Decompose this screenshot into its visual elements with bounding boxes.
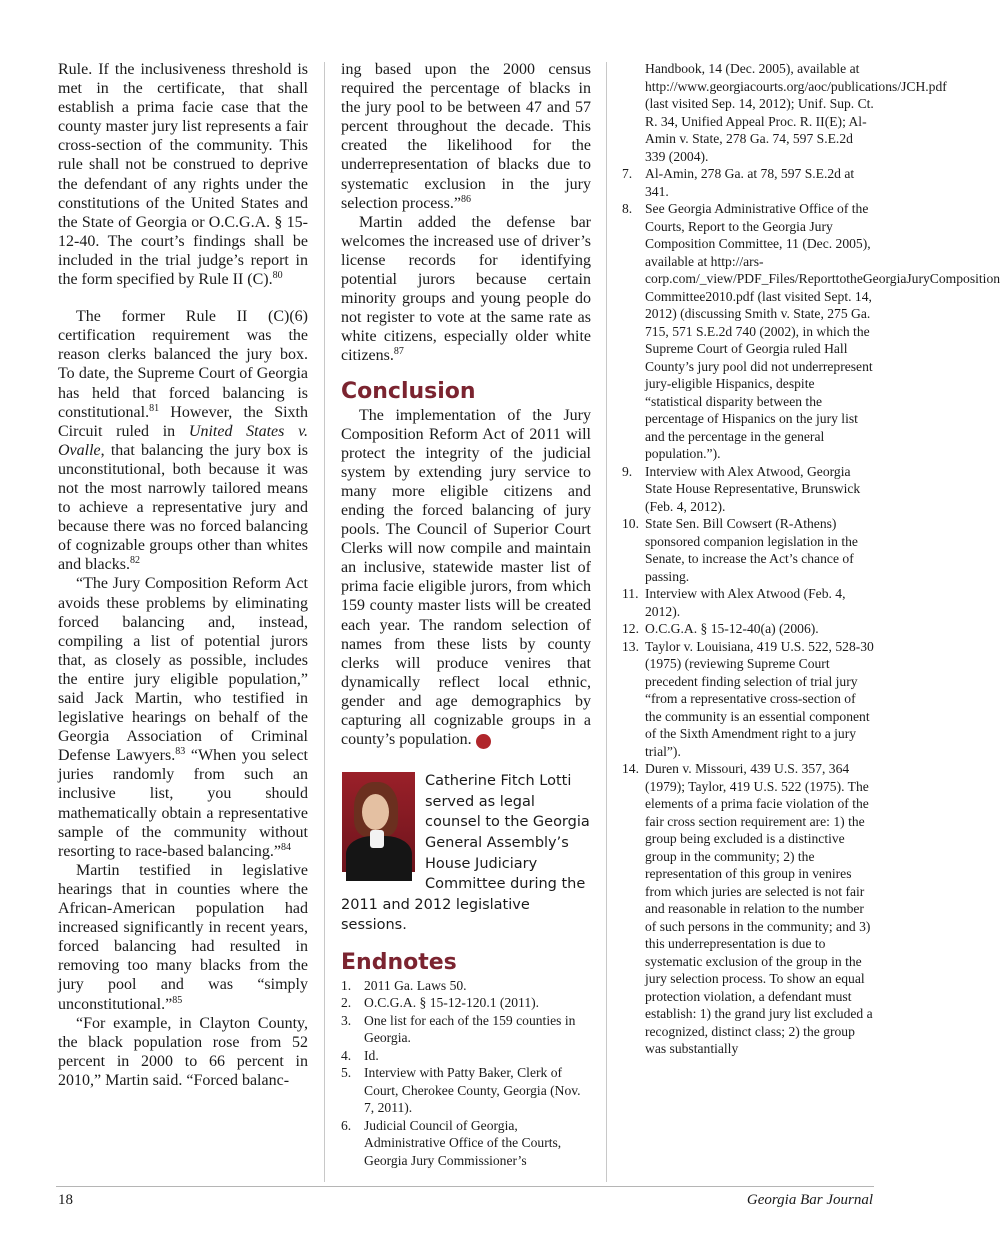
endnote-number: 6. bbox=[341, 1117, 352, 1133]
endnote-text: Interview with Alex Atwood (Feb. 4, 2012). bbox=[645, 586, 846, 619]
endnote-item bbox=[622, 60, 947, 165]
column-divider bbox=[606, 62, 607, 1182]
endnote-number: 13. bbox=[622, 638, 639, 654]
endnote-number: 14. bbox=[622, 761, 639, 776]
paragraph: “For example, in Clayton County, the black population rose from 52 percent in 2000 to 66 percent in 2010,” Martin said. “Forced balanc- bbox=[58, 1014, 308, 1089]
endnote-number: 7. bbox=[622, 166, 633, 181]
footnote-ref[interactable]: 83 bbox=[175, 746, 186, 758]
endnote-text: Al-Amin, 278 Ga. at 78, 597 S.E.2d at 341. bbox=[645, 166, 855, 199]
paragraph: Martin testified in legislative hearings that in counties where the African-American population had increased significantly in recent years, forced balancing had resulted in removing too many blacks from the jury pool and was “simply unconstitutional.”$^{85}$ bbox=[58, 861, 308, 1013]
endnote-text: O.C.G.A. § 15-12-40(a) (2006). bbox=[645, 621, 819, 636]
footnote-ref[interactable]: 87 bbox=[393, 346, 404, 358]
conclusion-heading: Conclusion bbox=[341, 378, 476, 404]
endnote-item bbox=[341, 1047, 591, 1065]
endnote-number: 11. bbox=[622, 586, 639, 601]
endnote-number: 3. bbox=[341, 1012, 352, 1028]
paragraph: The implementation of the Jury Composition Reform Act of 2011 will protect the integrity of the judicial system by extending jury service to many more eligible citizens and ending the forced balancing of jury pools. The Council of Superior Court Clerks will now compile and maintain an inclusive, statewide master list of prima facie eligible jurors, from which 159 county master lists will be created each year. The random selection of names from these lists by county clerks will produce venires that dynamically reflect local ethnic, gender and age demographics by capturing all cognizable groups in a county’s population. GBJ bbox=[341, 406, 591, 749]
endnote-item bbox=[622, 638, 874, 761]
endnote-number: 10. bbox=[622, 516, 639, 531]
journal-name: Georgia Bar Journal bbox=[746, 1192, 873, 1208]
endnote-text: O.C.G.A. § 15-12-120.1 (2011). bbox=[364, 995, 540, 1011]
endnote-text: Duren v. Missouri, 439 U.S. 357, 364 (1979); Taylor, 419 U.S. 522 (1975). The elements of a prima facie violation of the fair cross section requirement are: 1) the group being excluded is a distinctive group in the community; 2) the representation of this group in venires from which juries are selected is not fair and reasonable in relation to the number of such persons in the community; and 3) this underrepresentation is due to systematic exclusion of the group in the jury selection process. To show an equal protection violation, a defendant must establish: 1) the grand jury list excluded a recognized, distinct class; 2) the group was substantially bbox=[645, 761, 873, 1056]
endnote-item bbox=[341, 1012, 591, 1047]
paragraph: Martin added the defense bar welcomes the increased use of driver’s license records for identifying potential jurors because certain minority groups and young people do not register to vote at the same rate as white citizens, especially older white citizens.$^{87}$ bbox=[341, 213, 591, 365]
author-name: Catherine Fitch Lotti bbox=[425, 773, 572, 790]
footnote-ref[interactable]: 85 bbox=[172, 994, 183, 1006]
paragraph: “The Jury Composition Reform Act avoids these problems by eliminating forced balancing and, instead, compiling a list of potential jurors that, as closely as possible, includes the entire jury eligible population,” said Jack Martin, who testified in legislative hearings on behalf of the Georgia Association of Criminal Defense Lawyers.$^{83}$ “When you select juries randomly from such an inclusive list, you should mathematically obtain a representative sample of the community without resorting to race-based balancing.”$^{84}$ bbox=[58, 575, 309, 860]
endnote-number: 8. bbox=[622, 201, 633, 216]
footnote-ref[interactable]: 80 bbox=[272, 270, 283, 282]
endnote-text: One list for each of the 159 counties in Georgia. bbox=[364, 1012, 576, 1046]
endnote-item bbox=[622, 463, 874, 516]
column-2 bbox=[341, 60, 591, 1169]
endnote-text: Id. bbox=[364, 1047, 379, 1063]
endnote-text: Taylor v. Louisiana, 419 U.S. 522, 528-30 (1975) (reviewing Supreme Court precedent finding selection of trial jury “from a representative cross-section of the community is an essential component of the Sixth Amendment right to a jury trial”). bbox=[645, 638, 874, 759]
endnote-number: 12. bbox=[622, 621, 639, 636]
footnote-ref[interactable]: 84 bbox=[281, 841, 292, 853]
endnote-number: 4. bbox=[341, 1047, 352, 1063]
endnote-text: State Sen. Bill Cowsert (R-Athens) sponsored companion legislation in the Senate, to increase the Act’s chance of passing. bbox=[645, 516, 858, 584]
endnotes-heading: Endnotes bbox=[341, 949, 457, 975]
paragraph: ing based upon the 2000 census required the percentage of blacks in the jury pool to be between 47 and 57 percent throughout the decade. This created the likelihood for the underrepresentation of blacks due to systematic exclusion in the jury selection process.”$^{86}$ bbox=[341, 61, 591, 212]
author-bio bbox=[341, 771, 591, 936]
endnote-number: 5. bbox=[341, 1065, 352, 1081]
endnote-text: Interview with Alex Atwood, Georgia State House Representative, Brunswick (Feb. 4, 2012). bbox=[645, 463, 861, 514]
endnote-item bbox=[341, 1117, 591, 1170]
endnote-number: 2. bbox=[341, 995, 352, 1011]
endnote-item bbox=[622, 585, 874, 620]
endnote-number: 1. bbox=[341, 977, 352, 993]
endnote-text: Judicial Council of Georgia, Administrative Office of the Courts, Georgia Jury Commissioner’s bbox=[364, 1117, 562, 1168]
page-number: 18 bbox=[58, 1192, 73, 1208]
column-3 bbox=[622, 60, 1000, 1058]
endnote-text: See Georgia Administrative Office of the Courts, Report to the Georgia Jury Composition Committee, 11 (Dec. 2005), available at http://ars-corp.com/_view/PDF_Files/ReporttotheGeorgiaJuryComposition Committee2010.pdf (last visited Sept. 14, 2012) (discussing Smith v. State, 275 Ga. 715, 571 S.E.2d 740 (2002), in which the Supreme Court of Georgia ruled Hall County’s jury pool did not underrepresent jury-eligible Hispanics, despite “statistical disparity between the percentage of Hispanics on the jury list and the percentage in the general population.”). bbox=[645, 201, 1000, 461]
author-description: served as legal counsel to the Georgia General Assembly’s House Judiciary Committee during the 2011 and 2012 legislative sessions. bbox=[341, 793, 590, 934]
endnote-number: 9. bbox=[622, 463, 633, 479]
endnote-item bbox=[622, 760, 874, 1058]
endnote-item bbox=[622, 165, 874, 200]
endnote-text: Handbook, 14 (Dec. 2005), available at http://www.georgiacourts.org/aoc/publications/JCH.pdf (last visited Sep. 14, 2012); Unif. Sup. Ct. R. 34, Unified Appeal Proc. R. II(E); Al-Amin v. State, 278 Ga. 74, 597 S.E.2d 339 (2004). bbox=[645, 61, 947, 164]
paragraph: The former Rule II (C)(6) certification requirement was the reason clerks balanced the jury box. To date, the Supreme Court of Georgia has held that forced balancing is constitutional.$^{81}$ However, the Sixth Circuit ruled in United States v. Ovalle, that balancing the jury box is unconstitutional, both because it was not the most narrowly tailored means to achieve a representative jury and because there was no forced balancing of cognizable groups other than whites and blacks.$^{82}$ bbox=[58, 308, 308, 574]
endnotes-list-continued bbox=[622, 60, 1000, 1058]
endnote-item bbox=[622, 515, 874, 585]
footnote-ref[interactable]: 86 bbox=[460, 193, 471, 205]
endnote-item bbox=[341, 977, 591, 995]
footnote-ref[interactable]: 81 bbox=[149, 402, 160, 414]
column-1 bbox=[58, 60, 308, 1090]
endnote-item bbox=[341, 994, 591, 1012]
footer-rule bbox=[56, 1186, 874, 1187]
endnote-item bbox=[341, 1064, 591, 1117]
gbj-end-mark-icon: GBJ bbox=[476, 734, 491, 749]
endnote-item bbox=[622, 200, 1000, 463]
endnote-item bbox=[622, 620, 874, 638]
endnote-text: Interview with Patty Baker, Clerk of Court, Cherokee County, Georgia (Nov. 7, 2011). bbox=[364, 1065, 581, 1116]
endnotes-list bbox=[341, 977, 591, 1170]
footnote-ref[interactable]: 82 bbox=[129, 555, 140, 567]
paragraph: Rule. If the inclusiveness threshold is met in the certificate, that shall establish a prima facie case that the county master jury list represents a fair cross-section of the community. This rule shall not be construed to deprive the defendant of any rights under the constitutions of the United States and the State of Georgia or O.C.G.A. § 15-12-40. The court’s findings shall be included in the trial judge’s report in the form specified by Rule II (C).$^{80}$ bbox=[58, 61, 308, 289]
author-photo bbox=[342, 772, 415, 872]
endnote-text: 2011 Ga. Laws 50. bbox=[364, 977, 467, 993]
column-divider bbox=[324, 62, 325, 1182]
case-name: United States v. Ovalle bbox=[58, 422, 308, 459]
